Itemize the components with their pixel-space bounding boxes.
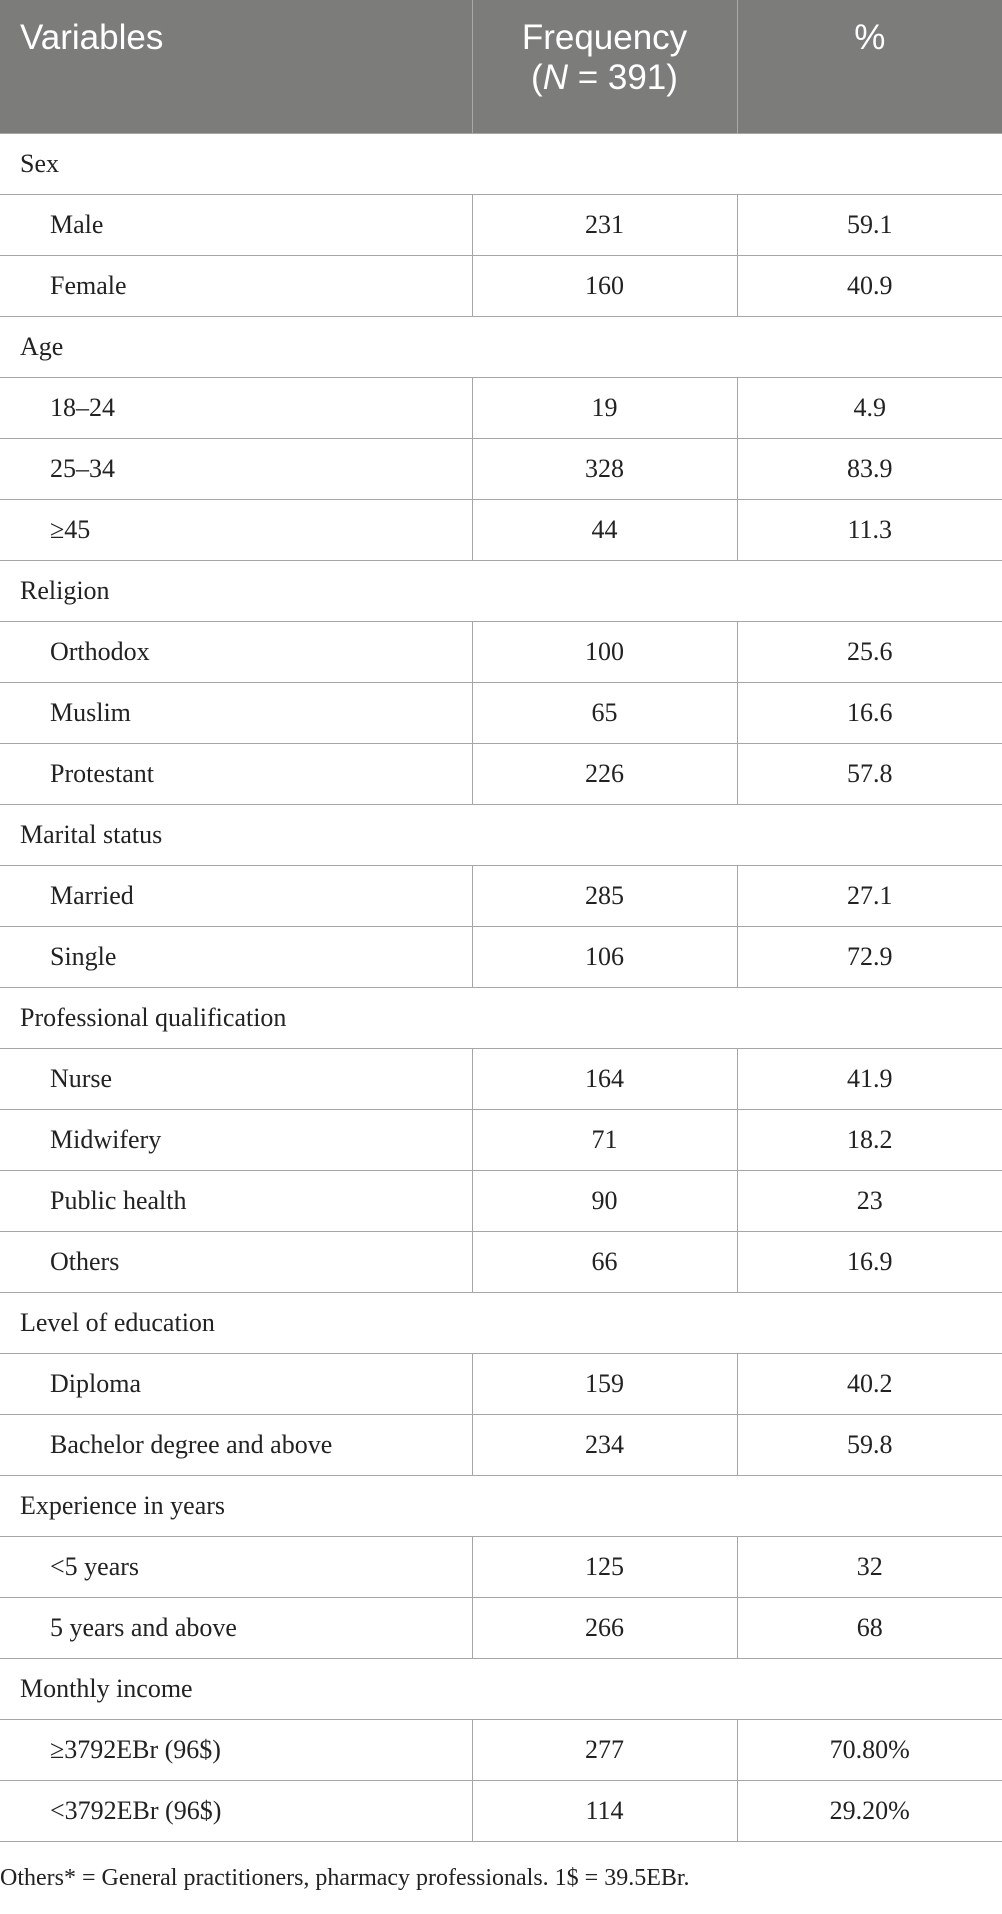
- row-label: 25–34: [0, 439, 472, 500]
- row-percent: 32: [737, 1537, 1002, 1598]
- table-body: [0, 134, 1002, 1842]
- row-label: Single: [0, 927, 472, 988]
- table-row: [0, 1171, 1002, 1232]
- table-row: [0, 1110, 1002, 1171]
- category-label: Religion: [0, 561, 1002, 622]
- table-row: [0, 1598, 1002, 1659]
- row-percent: 27.1: [737, 866, 1002, 927]
- row-percent: 40.9: [737, 256, 1002, 317]
- row-percent: 23: [737, 1171, 1002, 1232]
- table-row: [0, 1720, 1002, 1781]
- row-label: 5 years and above: [0, 1598, 472, 1659]
- table-row: [0, 866, 1002, 927]
- row-label: Diploma: [0, 1354, 472, 1415]
- table-row: [0, 500, 1002, 561]
- table-row: [0, 927, 1002, 988]
- row-label: ≥3792EBr (96$): [0, 1720, 472, 1781]
- row-label: <3792EBr (96$): [0, 1781, 472, 1842]
- category-row: [0, 134, 1002, 195]
- category-label: Level of education: [0, 1293, 1002, 1354]
- row-percent: 18.2: [737, 1110, 1002, 1171]
- row-label: Nurse: [0, 1049, 472, 1110]
- row-percent: 70.80%: [737, 1720, 1002, 1781]
- category-label: Monthly income: [0, 1659, 1002, 1720]
- category-row: [0, 805, 1002, 866]
- table-row: [0, 683, 1002, 744]
- header-frequency-label: Frequency: [521, 18, 688, 57]
- row-frequency: 66: [472, 1232, 737, 1293]
- table-header-row: [0, 0, 1002, 134]
- row-percent: 29.20%: [737, 1781, 1002, 1842]
- row-label: Orthodox: [0, 622, 472, 683]
- table-row: [0, 1537, 1002, 1598]
- category-row: [0, 1659, 1002, 1720]
- row-label: Female: [0, 256, 472, 317]
- header-frequency-paren: (: [531, 58, 543, 97]
- row-percent: 16.6: [737, 683, 1002, 744]
- header-percent: %: [737, 0, 1002, 134]
- row-frequency: 106: [472, 927, 737, 988]
- row-label: <5 years: [0, 1537, 472, 1598]
- row-percent: 57.8: [737, 744, 1002, 805]
- header-frequency-n: [473, 58, 737, 98]
- row-label: Protestant: [0, 744, 472, 805]
- table-row: [0, 378, 1002, 439]
- table-row: [0, 1781, 1002, 1842]
- row-frequency: 90: [472, 1171, 737, 1232]
- row-percent: 72.9: [737, 927, 1002, 988]
- table-row: [0, 1354, 1002, 1415]
- row-frequency: 226: [472, 744, 737, 805]
- category-row: [0, 561, 1002, 622]
- table-row: [0, 195, 1002, 256]
- table-row: [0, 744, 1002, 805]
- row-label: Others: [0, 1232, 472, 1293]
- row-percent: 83.9: [737, 439, 1002, 500]
- row-frequency: 125: [472, 1537, 737, 1598]
- row-frequency: 328: [472, 439, 737, 500]
- row-frequency: 65: [472, 683, 737, 744]
- row-percent: 59.1: [737, 195, 1002, 256]
- row-percent: 40.2: [737, 1354, 1002, 1415]
- row-frequency: 100: [472, 622, 737, 683]
- category-label: Age: [0, 317, 1002, 378]
- table-row: [0, 256, 1002, 317]
- row-label: Midwifery: [0, 1110, 472, 1171]
- row-frequency: 71: [472, 1110, 737, 1171]
- row-percent: 59.8: [737, 1415, 1002, 1476]
- row-label: Male: [0, 195, 472, 256]
- row-frequency: 266: [472, 1598, 737, 1659]
- category-label: Experience in years: [0, 1476, 1002, 1537]
- table-row: [0, 1232, 1002, 1293]
- table-row: [0, 622, 1002, 683]
- header-frequency: [472, 0, 737, 134]
- row-percent: 16.9: [737, 1232, 1002, 1293]
- table-row: [0, 1049, 1002, 1110]
- category-label: Marital status: [0, 805, 1002, 866]
- row-percent: 11.3: [737, 500, 1002, 561]
- row-frequency: 159: [472, 1354, 737, 1415]
- row-label: Public health: [0, 1171, 472, 1232]
- table-row: [0, 439, 1002, 500]
- category-row: [0, 317, 1002, 378]
- row-percent: 68: [737, 1598, 1002, 1659]
- row-label: Married: [0, 866, 472, 927]
- row-frequency: 231: [472, 195, 737, 256]
- row-frequency: 164: [472, 1049, 737, 1110]
- row-label: 18–24: [0, 378, 472, 439]
- row-label: Muslim: [0, 683, 472, 744]
- table-footnote: Others* = General practitioners, pharmacy professionals. 1$ = 39.5EBr.: [0, 1865, 690, 1891]
- category-label: Professional qualification: [0, 988, 1002, 1049]
- row-frequency: 19: [472, 378, 737, 439]
- table-row: [0, 1415, 1002, 1476]
- row-frequency: 234: [472, 1415, 737, 1476]
- category-row: [0, 1293, 1002, 1354]
- row-frequency: 160: [472, 256, 737, 317]
- row-percent: 25.6: [737, 622, 1002, 683]
- header-frequency-n-value: = 391): [567, 58, 678, 97]
- category-row: [0, 1476, 1002, 1537]
- row-frequency: 44: [472, 500, 737, 561]
- row-frequency: 114: [472, 1781, 737, 1842]
- header-variables: Variables: [0, 0, 472, 134]
- row-label: ≥45: [0, 500, 472, 561]
- category-label: Sex: [0, 134, 1002, 195]
- header-frequency-n-symbol: N: [542, 58, 568, 97]
- row-percent: 4.9: [737, 378, 1002, 439]
- row-frequency: 277: [472, 1720, 737, 1781]
- row-label: Bachelor degree and above: [0, 1415, 472, 1476]
- row-frequency: 285: [472, 866, 737, 927]
- category-row: [0, 988, 1002, 1049]
- row-percent: 41.9: [737, 1049, 1002, 1110]
